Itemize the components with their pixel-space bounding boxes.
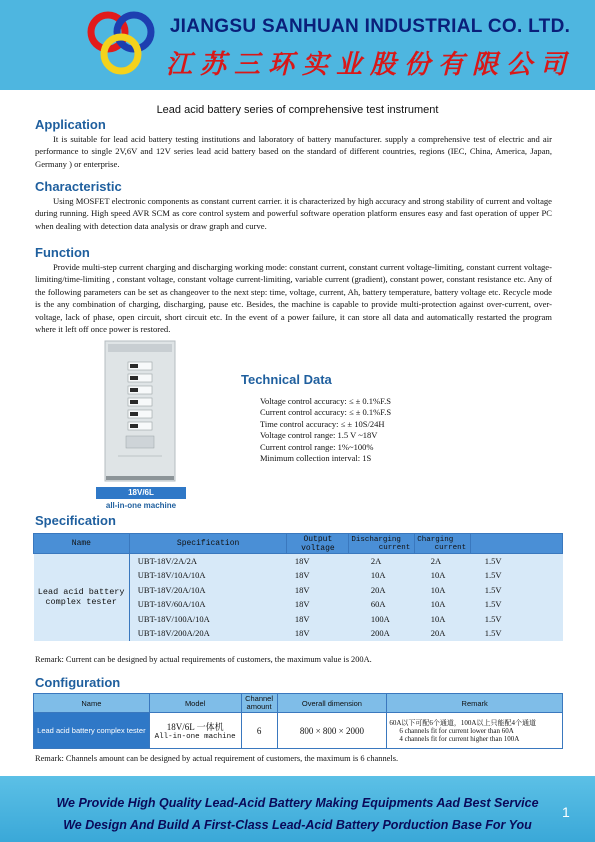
config-model-cn: 18V/6L 一体机 — [166, 722, 224, 732]
header-banner — [0, 0, 595, 90]
application-heading: Application — [35, 117, 106, 132]
company-name-english: JIANGSU SANHUAN INDUSTRIAL CO. LTD. — [169, 16, 571, 37]
config-header-channel-bottom: amount — [246, 702, 272, 711]
configuration-remark: Remark: Channels amount can be designed by actual requirement of customers, the maximum is 6 channels. — [35, 754, 399, 763]
spec-product-name-line2: complex tester — [45, 597, 117, 608]
tech-item-time-accuracy: Time control accuracy: ≤ ± 10S/24H — [260, 418, 385, 429]
discharge-cell: 2A — [349, 554, 415, 569]
min-voltage-cell: 1.5V — [471, 597, 563, 612]
test-cabinet-image — [104, 340, 176, 482]
config-model-cell — [149, 713, 241, 749]
spec-header-discharging-bottom: current — [378, 543, 411, 552]
page-number: 1 — [562, 804, 570, 820]
charge-cell: 10A — [415, 583, 471, 598]
function-heading: Function — [35, 245, 90, 260]
output-cell: 18V — [287, 626, 349, 641]
spec-header-blank — [471, 534, 563, 554]
output-cell: 18V — [287, 612, 349, 627]
min-voltage-cell: 1.5V — [471, 612, 563, 627]
discharge-cell: 20A — [349, 583, 415, 598]
spec-header-discharging-top: Discharging — [351, 535, 401, 544]
config-header-dimension: Overall dimension — [277, 694, 387, 713]
min-voltage-cell: 1.5V — [471, 554, 563, 569]
spec-cell: UBT-18V/2A/2A — [129, 554, 287, 569]
spec-header-name: Name — [34, 534, 130, 554]
config-header-channel-top: Channel — [245, 694, 274, 703]
charge-cell: 10A — [415, 597, 471, 612]
technical-data-list — [260, 396, 480, 464]
company-name-chinese: 江苏三环实业股份有限公司 — [165, 50, 574, 80]
table-row — [34, 554, 563, 569]
spec-cell: UBT-18V/200A/20A — [129, 626, 287, 641]
config-header-remark: Remark — [387, 694, 563, 713]
config-header-channel — [241, 694, 277, 713]
footer-slogan-2: We Design And Build A First-Class Lead-Acid Battery Porduction Base For You — [63, 818, 532, 832]
three-rings-logo-icon — [82, 6, 160, 82]
footer-slogan-1: We Provide High Quality Lead-Acid Battery Making Equipments Aad Best Service — [56, 796, 539, 810]
spec-product-name — [34, 554, 130, 641]
tech-item-voltage-range: Voltage control range: 1.5 V ~18V — [260, 430, 378, 441]
spec-header-charging-top: Charging — [417, 535, 454, 544]
spec-cell: UBT-18V/20A/10A — [129, 583, 287, 598]
spec-cell: UBT-18V/10A/10A — [129, 568, 287, 583]
min-voltage-cell: 1.5V — [471, 568, 563, 583]
output-cell: 18V — [287, 597, 349, 612]
cabinet-description: all-in-one machine — [105, 501, 177, 510]
table-row — [34, 713, 563, 749]
configuration-table — [33, 693, 563, 749]
charge-cell: 10A — [415, 568, 471, 583]
config-remark-en1: 6 channels fit for current lower than 60A — [399, 726, 514, 735]
output-cell: 18V — [287, 583, 349, 598]
discharge-cell: 100A — [349, 612, 415, 627]
config-name-cell: Lead acid battery complex tester — [34, 713, 150, 749]
document-title: Lead acid battery series of comprehensive test instrument — [156, 104, 439, 116]
tech-item-voltage-accuracy: Voltage control accuracy: ≤ ± 0.1%F.S — [260, 396, 392, 406]
application-text: It is suitable for lead acid battery testing institutions and laboratory of battery manufacturer. supply a comprehensive test of electric and air performance to single 2V,6V and 12V series lead acid battery based on the standard of different countries, regions (IEC, China, America, Japan, Germany ) or enterprise. — [35, 134, 552, 169]
specification-remark: Remark: Current can be designed by actual requirements of customers, the maximum value is 200A. — [35, 655, 372, 664]
config-remark-cn: 60A以下可配6个通道，100A以上只能配4个通道 — [389, 718, 536, 727]
spec-header-charging — [415, 534, 471, 554]
characteristic-text: Using MOSFET electronic components as constant current carrier. it is characterized by high accuracy and strong stability of current and voltage during running. High speed AVR SCM as core control system and powerful software operation platform ensures easy and fast operation of upper PC when dealing with detection data analysis or draw graph and curve. — [35, 196, 552, 231]
spec-cell: UBT-18V/100A/10A — [129, 612, 287, 627]
configuration-heading: Configuration — [35, 675, 121, 690]
tech-item-current-range: Current control range: 1%~100% — [260, 441, 374, 452]
cabinet-model-label: 18V/6L — [96, 487, 186, 499]
config-model-en: All-in-one machine — [154, 733, 236, 741]
spec-header-charging-bottom: current — [434, 543, 467, 552]
config-header-model: Model — [149, 694, 241, 713]
spec-cell: UBT-18V/60A/10A — [129, 597, 287, 612]
output-cell: 18V — [287, 568, 349, 583]
spec-header-discharging — [349, 534, 415, 554]
discharge-cell: 10A — [349, 568, 415, 583]
charge-cell: 10A — [415, 612, 471, 627]
min-voltage-cell: 1.5V — [471, 583, 563, 598]
discharge-cell: 60A — [349, 597, 415, 612]
tech-item-collection-interval: Minimum collection interval: 1S — [260, 453, 372, 464]
spec-product-name-line1: Lead acid battery — [37, 587, 125, 598]
charge-cell: 2A — [415, 554, 471, 569]
function-text: Provide multi-step current charging and discharging working mode: constant current, constant current voltage-limiting, constant current voltage-limiting/time-limiting , constant voltage, constant voltage current-limiting, variable current (gradient), constant power, constant resistance etc. Any of the following parameters can be set as changeover to the next step: time, voltage, current, Ah, battery temperature, battery voltage etc. Recycle mode is the any combination of charging, discharging, pause etc. Besides, the machine is capable to provide multi-protection against over-current, over-voltage, lack of phase, open circuit, short circuit etc. In the event of a power failure, it can store all data and automatically restarted the program where it left off once power is restored. — [35, 262, 552, 335]
config-channels-cell: 6 — [241, 713, 277, 749]
spec-header-specification: Specification — [129, 534, 287, 554]
charge-cell: 20A — [415, 626, 471, 641]
spec-header-row — [34, 534, 563, 554]
specification-table — [33, 533, 563, 641]
config-remark-en2: 4 channels fit for current higher than 100A — [399, 734, 520, 743]
spec-header-output: Output voltage — [287, 534, 349, 554]
output-cell: 18V — [287, 554, 349, 569]
tech-item-current-accuracy: Current control accuracy: ≤ ± 0.1%F.S — [260, 407, 392, 418]
technical-data-heading: Technical Data — [241, 372, 332, 387]
config-header-row — [34, 694, 563, 713]
config-header-name: Name — [34, 694, 150, 713]
characteristic-heading: Characteristic — [35, 179, 122, 194]
config-remark-cell — [387, 713, 563, 749]
specification-heading: Specification — [35, 513, 116, 528]
min-voltage-cell: 1.5V — [471, 626, 563, 641]
config-dimension-cell: 800 × 800 × 2000 — [277, 713, 387, 749]
discharge-cell: 200A — [349, 626, 415, 641]
